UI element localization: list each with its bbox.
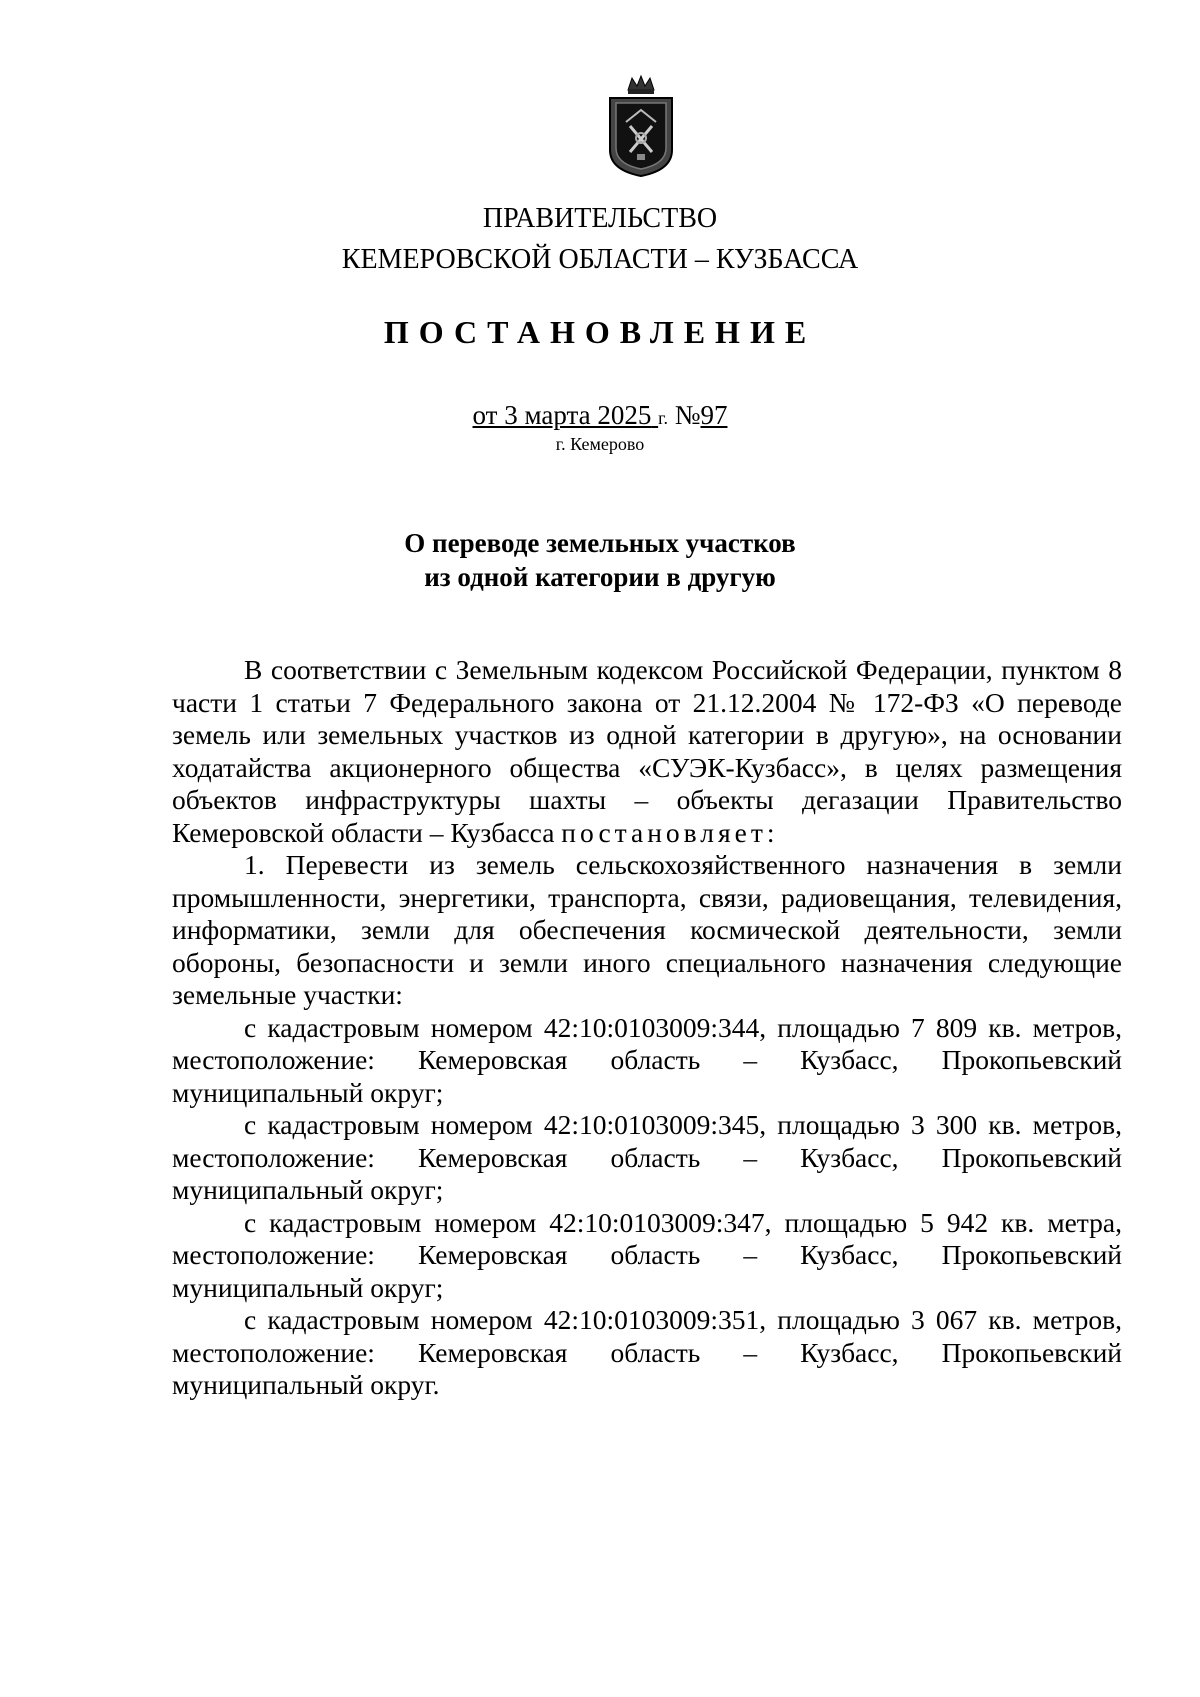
year-suffix: г. [658, 408, 668, 428]
subject-line-1: О переводе земельных участков [404, 528, 796, 558]
subject-line-2: из одной категории в другую [424, 562, 776, 592]
number-label: № [674, 400, 701, 430]
point-1: 1. Перевести из земель сельскохозяйственного назначения в земли промышленности, энергетики, транспорта, связи, радиовещания, телевидения, информатики, земли для обеспечения космической деятельности, земли обороны, безопасности и земли иного специального назначения следующие земельные участки: [172, 849, 1122, 1010]
parcel-item: с кадастровым номером 42:10:0103009:344, площадью 7 809 кв. метров, местоположение: Кемеровская область – Кузбасс, Прокопьевский муниципальный округ; [172, 1011, 1122, 1108]
preamble-paragraph [172, 654, 1122, 849]
document-date: от 3 марта 2025 [472, 400, 652, 430]
parcel-item: с кадастровым номером 42:10:0103009:351, площадью 3 067 кв. метров, местоположение: Кемеровская область – Кузбасс, Прокопьевский муниципальный округ. [172, 1304, 1122, 1400]
document-subject [0, 526, 1200, 594]
coat-of-arms-icon [604, 74, 678, 178]
parcel-item: с кадастровым номером 42:10:0103009:347, площадью 5 942 кв. метра, местоположение: Кемеровская область – Кузбасс, Прокопьевский муниципальный округ; [172, 1206, 1122, 1303]
government-line-1: ПРАВИТЕЛЬСТВО [482, 203, 718, 234]
city: г. Кемерово [555, 434, 645, 454]
document-number: 97 [700, 400, 728, 430]
resolves-word: постановляет: [561, 816, 779, 848]
government-line-2: КЕМЕРОВСКОЙ ОБЛАСТИ – КУЗБАССА [341, 244, 859, 275]
preamble: В соответствии с Земельным кодексом Российской Федерации, пунктом 8 части 1 статьи 7 Федерального закона от 21.12.2004 № 172-ФЗ «О переводе земель или земельных участков из одной категории в другую», на основании ходатайства акционерного общества «СУЭК-Кузбасс», в целях размещения объектов инфраструктуры шахты – объекты дегазации Правительство Кемеровской области – Кузбасса [172, 654, 1122, 848]
government-title [0, 198, 1200, 280]
document-type: ПОСТАНОВЛЕНИЕ [383, 314, 817, 350]
document-body [172, 654, 1122, 1402]
date-number-line [0, 400, 1200, 433]
parcel-item: с кадастровым номером 42:10:0103009:345, площадью 3 300 кв. метров, местоположение: Кемеровская область – Кузбасс, Прокопьевский муниципальный округ; [172, 1109, 1122, 1205]
